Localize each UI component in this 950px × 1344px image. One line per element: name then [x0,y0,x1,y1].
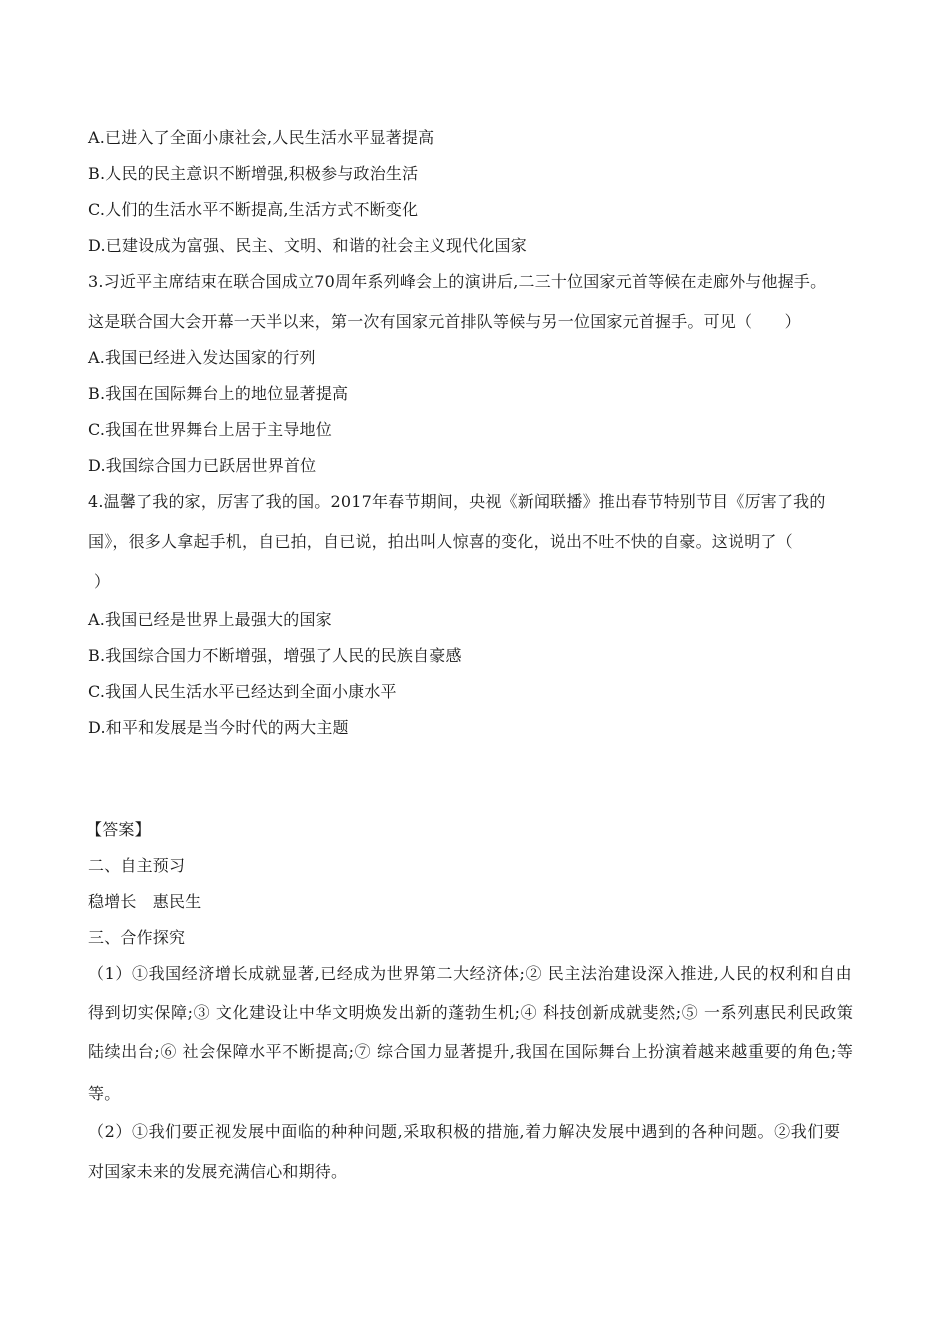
section-2-content: 稳增长 惠民生 [88,892,202,911]
q4-option-b: B.我国综合国力不断增强，增强了人民的民族自豪感 [88,646,462,665]
q3-option-c: C.我国在世界舞台上居于主导地位 [88,420,332,439]
section-3-title: 三、合作探究 [88,928,186,947]
q3-option-d: D.我国综合国力已跃居世界首位 [88,456,317,475]
answer-p2-line2: 对国家未来的发展充满信心和期待。 [88,1162,348,1181]
q3-stem-line1: 3.习近平主席结束在联合国成立70周年系列峰会上的演讲后,二三十位国家元首等候在走廊外与他握手。 [88,272,827,291]
q4-stem-line1: 4.温馨了我的家，厉害了我的国。2017年春节期间，央视《新闻联播》推出春节特别节目《厉害了我的 [88,492,826,511]
answer-p1-line3: 陆续出台;⑥ 社会保障水平不断提高;⑦ 综合国力显著提升,我国在国际舞台上扮演着越来越重要的角色;等 [88,1042,854,1061]
answer-p2-line1: （2）①我们要正视发展中面临的种种问题,采取积极的措施,着力解决发展中遇到的各种问题。②我们要 [88,1122,841,1141]
q2-option-c: C.人们的生活水平不断提高,生活方式不断变化 [88,200,419,219]
q3-stem-line2: 这是联合国大会开幕一天半以来，第一次有国家元首排队等候与另一位国家元首握手。可见（ ） [88,312,801,331]
q4-option-c: C.我国人民生活水平已经达到全面小康水平 [88,682,397,701]
answer-p1-line1: （1）①我国经济增长成就显著,已经成为世界第二大经济体;② 民主法治建设深入推进,人民的权利和自由 [88,964,853,983]
q3-option-b: B.我国在国际舞台上的地位显著提高 [88,384,349,403]
q2-option-a: A.已进入了全面小康社会,人民生活水平显著提高 [88,128,435,147]
q4-stem-line2: 国》，很多人拿起手机，自已拍，自已说，拍出叫人惊喜的变化，说出不吐不快的自豪。这说明了（ [88,532,793,551]
q4-option-d: D.和平和发展是当今时代的两大主题 [88,718,349,737]
section-2-title: 二、自主预习 [88,856,186,875]
answer-p1-line4: 等。 [88,1084,121,1103]
q2-option-d: D.已建设成为富强、民主、文明、和谐的社会主义现代化国家 [88,236,527,255]
answer-heading: 【答案】 [86,820,151,839]
q3-option-a: A.我国已经进入发达国家的行列 [88,348,316,367]
answer-p1-line2: 得到切实保障;③ 文化建设让中华文明焕发出新的蓬勃生机;④ 科技创新成就斐然;⑤ 一系列惠民利民政策 [88,1003,854,1022]
q2-option-b: B.人民的民主意识不断增强,积极参与政治生活 [88,164,419,183]
q4-option-a: A.我国已经是世界上最强大的国家 [88,610,332,629]
q4-stem-line3: ） [94,572,111,591]
